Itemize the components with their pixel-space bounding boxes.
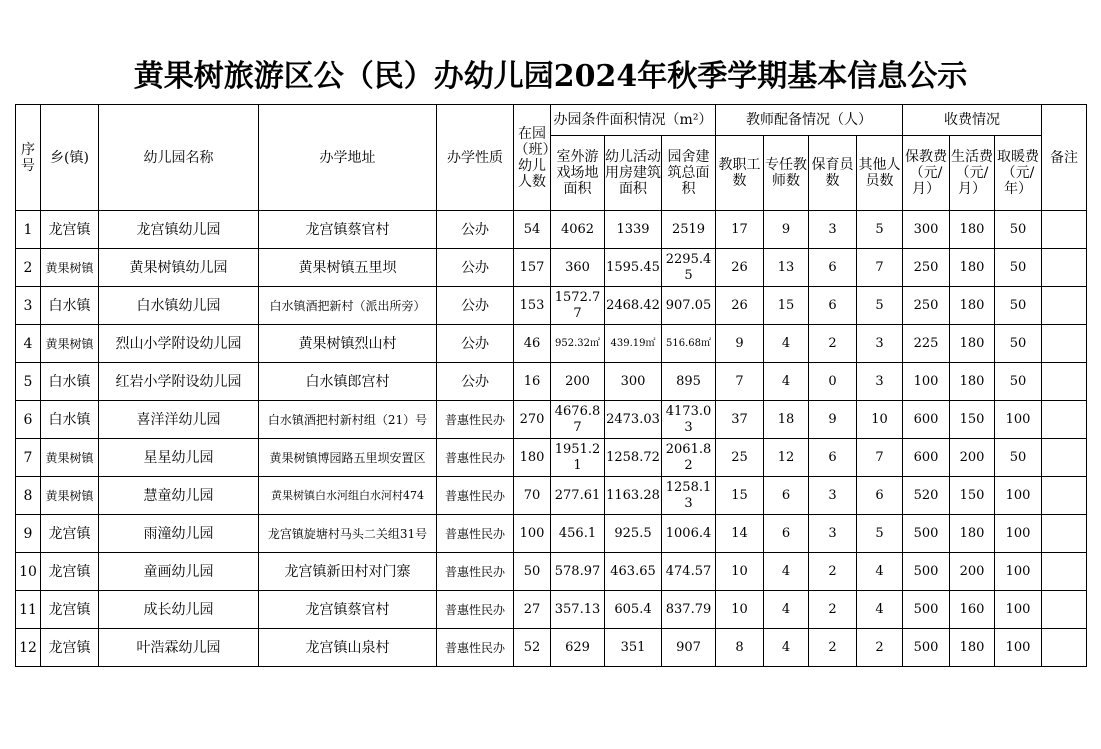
cell-town: 龙宫镇 [41, 211, 99, 249]
cell-staff: 10 [716, 591, 764, 629]
cell-area-activity: 463.65 [605, 553, 662, 591]
cell-area-total: 1006.4 [662, 515, 716, 553]
cell-address: 黄果树镇烈山村 [259, 325, 437, 363]
cell-enroll: 46 [514, 325, 551, 363]
cell-tuition: 500 [903, 591, 950, 629]
cell-remark [1042, 249, 1087, 287]
cell-staff: 37 [716, 401, 764, 439]
cell-area-outdoor: 578.97 [551, 553, 605, 591]
table-row [16, 591, 1087, 629]
cell-area-outdoor: 456.1 [551, 515, 605, 553]
cell-area-outdoor: 360 [551, 249, 605, 287]
table-row [16, 325, 1087, 363]
cell-seq: 4 [16, 325, 41, 363]
cell-enroll: 70 [514, 477, 551, 515]
cell-staff: 26 [716, 287, 764, 325]
cell-remark [1042, 591, 1087, 629]
header-fee-living: 生活费（元/月） [950, 136, 995, 211]
cell-address: 龙宫镇山泉村 [259, 629, 437, 667]
table-row [16, 211, 1087, 249]
cell-care: 9 [809, 401, 857, 439]
cell-care: 3 [809, 477, 857, 515]
cell-tuition: 520 [903, 477, 950, 515]
header-town: 乡(镇) [41, 105, 99, 211]
cell-nature: 普惠性民办 [437, 591, 514, 629]
cell-tuition: 225 [903, 325, 950, 363]
cell-heating: 100 [995, 515, 1042, 553]
cell-area-activity: 1339 [605, 211, 662, 249]
cell-area-activity: 1163.28 [605, 477, 662, 515]
cell-other: 7 [857, 249, 903, 287]
cell-other: 3 [857, 325, 903, 363]
page-title: 黄果树旅游区公（民）办幼儿园2024年秋季学期基本信息公示 [133, 59, 968, 94]
cell-teacher: 4 [764, 629, 809, 667]
header-teacher-staff: 教职工数 [716, 136, 764, 211]
cell-remark [1042, 363, 1087, 401]
cell-area-total: 516.68㎡ [662, 325, 716, 363]
cell-heating: 100 [995, 401, 1042, 439]
cell-tuition: 500 [903, 553, 950, 591]
cell-area-outdoor: 952.32㎡ [551, 325, 605, 363]
cell-remark [1042, 401, 1087, 439]
cell-seq: 10 [16, 553, 41, 591]
cell-enroll: 157 [514, 249, 551, 287]
cell-staff: 9 [716, 325, 764, 363]
cell-address: 黄果树镇白水河组白水河村474 [259, 477, 437, 515]
cell-living: 180 [950, 515, 995, 553]
cell-remark [1042, 325, 1087, 363]
cell-area-activity: 300 [605, 363, 662, 401]
cell-enroll: 180 [514, 439, 551, 477]
cell-enroll: 270 [514, 401, 551, 439]
cell-area-outdoor: 357.13 [551, 591, 605, 629]
cell-address: 龙宫镇蔡官村 [259, 211, 437, 249]
cell-staff: 15 [716, 477, 764, 515]
cell-enroll: 52 [514, 629, 551, 667]
cell-other: 4 [857, 591, 903, 629]
cell-town: 龙宫镇 [41, 591, 99, 629]
cell-living: 200 [950, 553, 995, 591]
cell-nature: 公办 [437, 287, 514, 325]
cell-other: 4 [857, 553, 903, 591]
cell-care: 3 [809, 515, 857, 553]
cell-teacher: 4 [764, 591, 809, 629]
cell-area-outdoor: 1951.21 [551, 439, 605, 477]
cell-area-outdoor: 4062 [551, 211, 605, 249]
cell-area-outdoor: 4676.87 [551, 401, 605, 439]
header-fee-tuition: 保教费（元/月） [903, 136, 950, 211]
cell-nature: 普惠性民办 [437, 401, 514, 439]
cell-area-activity: 351 [605, 629, 662, 667]
cell-area-total: 4173.03 [662, 401, 716, 439]
cell-tuition: 500 [903, 515, 950, 553]
cell-heating: 100 [995, 477, 1042, 515]
header-nature: 办学性质 [437, 105, 514, 211]
cell-tuition: 600 [903, 439, 950, 477]
cell-area-total: 907 [662, 629, 716, 667]
cell-address: 龙宫镇旋塘村马头二关组31号 [259, 515, 437, 553]
cell-living: 180 [950, 249, 995, 287]
cell-address: 白水镇郎宫村 [259, 363, 437, 401]
table-row [16, 553, 1087, 591]
cell-other: 10 [857, 401, 903, 439]
cell-nature: 公办 [437, 249, 514, 287]
cell-town: 白水镇 [41, 363, 99, 401]
cell-name: 童画幼儿园 [99, 553, 259, 591]
cell-living: 160 [950, 591, 995, 629]
cell-teacher: 15 [764, 287, 809, 325]
cell-living: 180 [950, 287, 995, 325]
cell-heating: 100 [995, 591, 1042, 629]
cell-nature: 普惠性民办 [437, 515, 514, 553]
cell-seq: 5 [16, 363, 41, 401]
cell-staff: 26 [716, 249, 764, 287]
cell-name: 雨潼幼儿园 [99, 515, 259, 553]
cell-area-total: 1258.13 [662, 477, 716, 515]
cell-tuition: 100 [903, 363, 950, 401]
cell-teacher: 6 [764, 515, 809, 553]
cell-staff: 14 [716, 515, 764, 553]
cell-address: 白水镇酒把新村（派出所旁） [259, 287, 437, 325]
cell-enroll: 54 [514, 211, 551, 249]
cell-living: 180 [950, 363, 995, 401]
cell-living: 150 [950, 401, 995, 439]
cell-staff: 10 [716, 553, 764, 591]
cell-seq: 6 [16, 401, 41, 439]
header-area-total: 园舍建筑总面积 [662, 136, 716, 211]
table-row [16, 401, 1087, 439]
cell-town: 黄果树镇 [41, 325, 99, 363]
cell-other: 2 [857, 629, 903, 667]
header-fee-group: 收费情况 [903, 105, 1042, 136]
cell-area-outdoor: 629 [551, 629, 605, 667]
cell-heating: 100 [995, 629, 1042, 667]
cell-area-activity: 439.19㎡ [605, 325, 662, 363]
cell-teacher: 13 [764, 249, 809, 287]
header-teacher-other: 其他人员数 [857, 136, 903, 211]
cell-care: 6 [809, 287, 857, 325]
cell-living: 180 [950, 211, 995, 249]
cell-other: 6 [857, 477, 903, 515]
cell-area-activity: 1258.72 [605, 439, 662, 477]
cell-care: 6 [809, 249, 857, 287]
cell-remark [1042, 287, 1087, 325]
cell-other: 5 [857, 211, 903, 249]
cell-tuition: 250 [903, 287, 950, 325]
header-address: 办学地址 [259, 105, 437, 211]
cell-seq: 11 [16, 591, 41, 629]
info-table [15, 104, 1087, 667]
cell-tuition: 600 [903, 401, 950, 439]
cell-area-activity: 2473.03 [605, 401, 662, 439]
cell-name: 烈山小学附设幼儿园 [99, 325, 259, 363]
cell-heating: 50 [995, 287, 1042, 325]
cell-nature: 普惠性民办 [437, 439, 514, 477]
header-enroll: 在园（班）幼儿人数 [514, 105, 551, 211]
cell-care: 0 [809, 363, 857, 401]
cell-teacher: 4 [764, 363, 809, 401]
cell-remark [1042, 553, 1087, 591]
cell-care: 6 [809, 439, 857, 477]
cell-seq: 9 [16, 515, 41, 553]
cell-area-activity: 1595.45 [605, 249, 662, 287]
cell-tuition: 250 [903, 249, 950, 287]
cell-enroll: 27 [514, 591, 551, 629]
cell-name: 红岩小学附设幼儿园 [99, 363, 259, 401]
cell-area-total: 2061.82 [662, 439, 716, 477]
cell-remark [1042, 515, 1087, 553]
cell-remark [1042, 439, 1087, 477]
cell-seq: 12 [16, 629, 41, 667]
header-teacher-group: 教师配备情况（人） [716, 105, 903, 136]
cell-nature: 普惠性民办 [437, 477, 514, 515]
cell-nature: 公办 [437, 363, 514, 401]
cell-area-total: 837.79 [662, 591, 716, 629]
cell-area-total: 2519 [662, 211, 716, 249]
cell-heating: 50 [995, 325, 1042, 363]
cell-seq: 3 [16, 287, 41, 325]
cell-care: 2 [809, 553, 857, 591]
cell-heating: 50 [995, 439, 1042, 477]
header-remark: 备注 [1042, 105, 1087, 211]
header-area-group: 办园条件面积情况（m²） [551, 105, 716, 136]
table-row [16, 287, 1087, 325]
cell-name: 慧童幼儿园 [99, 477, 259, 515]
cell-heating: 100 [995, 553, 1042, 591]
header-fee-heating: 取暖费（元/年） [995, 136, 1042, 211]
cell-name: 叶浩霖幼儿园 [99, 629, 259, 667]
cell-care: 2 [809, 629, 857, 667]
cell-nature: 公办 [437, 325, 514, 363]
cell-enroll: 16 [514, 363, 551, 401]
cell-heating: 50 [995, 249, 1042, 287]
cell-area-outdoor: 277.61 [551, 477, 605, 515]
cell-address: 黄果树镇五里坝 [259, 249, 437, 287]
cell-name: 黄果树镇幼儿园 [99, 249, 259, 287]
cell-address: 龙宫镇新田村对门寨 [259, 553, 437, 591]
cell-living: 200 [950, 439, 995, 477]
header-area-outdoor: 室外游戏场地面积 [551, 136, 605, 211]
cell-town: 黄果树镇 [41, 477, 99, 515]
cell-tuition: 300 [903, 211, 950, 249]
table-row [16, 629, 1087, 667]
table-row [16, 363, 1087, 401]
header-area-activity: 幼儿活动用房建筑面积 [605, 136, 662, 211]
cell-enroll: 50 [514, 553, 551, 591]
cell-seq: 8 [16, 477, 41, 515]
cell-living: 150 [950, 477, 995, 515]
cell-living: 180 [950, 325, 995, 363]
cell-staff: 8 [716, 629, 764, 667]
cell-area-outdoor: 200 [551, 363, 605, 401]
cell-name: 喜洋洋幼儿园 [99, 401, 259, 439]
cell-address: 白水镇酒把村新村组（21）号 [259, 401, 437, 439]
cell-nature: 普惠性民办 [437, 629, 514, 667]
cell-nature: 公办 [437, 211, 514, 249]
table-row [16, 249, 1087, 287]
cell-teacher: 9 [764, 211, 809, 249]
cell-heating: 50 [995, 211, 1042, 249]
cell-care: 2 [809, 325, 857, 363]
header-teacher-full: 专任教师数 [764, 136, 809, 211]
cell-area-activity: 2468.42 [605, 287, 662, 325]
cell-other: 5 [857, 515, 903, 553]
cell-town: 黄果树镇 [41, 439, 99, 477]
cell-teacher: 12 [764, 439, 809, 477]
table-row [16, 439, 1087, 477]
cell-address: 龙宫镇蔡官村 [259, 591, 437, 629]
cell-heating: 50 [995, 363, 1042, 401]
cell-staff: 7 [716, 363, 764, 401]
cell-seq: 2 [16, 249, 41, 287]
cell-staff: 17 [716, 211, 764, 249]
cell-town: 龙宫镇 [41, 515, 99, 553]
cell-seq: 1 [16, 211, 41, 249]
cell-area-total: 474.57 [662, 553, 716, 591]
cell-town: 白水镇 [41, 401, 99, 439]
cell-teacher: 6 [764, 477, 809, 515]
cell-care: 2 [809, 591, 857, 629]
cell-other: 7 [857, 439, 903, 477]
cell-area-activity: 605.4 [605, 591, 662, 629]
cell-other: 5 [857, 287, 903, 325]
cell-seq: 7 [16, 439, 41, 477]
cell-town: 白水镇 [41, 287, 99, 325]
cell-area-total: 907.05 [662, 287, 716, 325]
cell-remark [1042, 477, 1087, 515]
cell-tuition: 500 [903, 629, 950, 667]
cell-name: 龙宫镇幼儿园 [99, 211, 259, 249]
cell-area-total: 2295.45 [662, 249, 716, 287]
cell-town: 龙宫镇 [41, 629, 99, 667]
cell-enroll: 153 [514, 287, 551, 325]
cell-area-activity: 925.5 [605, 515, 662, 553]
cell-staff: 25 [716, 439, 764, 477]
cell-town: 黄果树镇 [41, 249, 99, 287]
cell-enroll: 100 [514, 515, 551, 553]
cell-teacher: 4 [764, 553, 809, 591]
cell-name: 成长幼儿园 [99, 591, 259, 629]
header-teacher-care: 保育员数 [809, 136, 857, 211]
cell-remark [1042, 629, 1087, 667]
cell-teacher: 4 [764, 325, 809, 363]
cell-care: 3 [809, 211, 857, 249]
cell-other: 3 [857, 363, 903, 401]
cell-area-outdoor: 1572.77 [551, 287, 605, 325]
table-row [16, 515, 1087, 553]
cell-teacher: 18 [764, 401, 809, 439]
cell-nature: 普惠性民办 [437, 553, 514, 591]
table-row [16, 477, 1087, 515]
cell-name: 星星幼儿园 [99, 439, 259, 477]
cell-name: 白水镇幼儿园 [99, 287, 259, 325]
header-seq: 序号 [16, 105, 41, 211]
cell-remark [1042, 211, 1087, 249]
cell-area-total: 895 [662, 363, 716, 401]
header-name: 幼儿园名称 [99, 105, 259, 211]
cell-address: 黄果树镇博园路五里坝安置区 [259, 439, 437, 477]
cell-living: 180 [950, 629, 995, 667]
cell-town: 龙宫镇 [41, 553, 99, 591]
